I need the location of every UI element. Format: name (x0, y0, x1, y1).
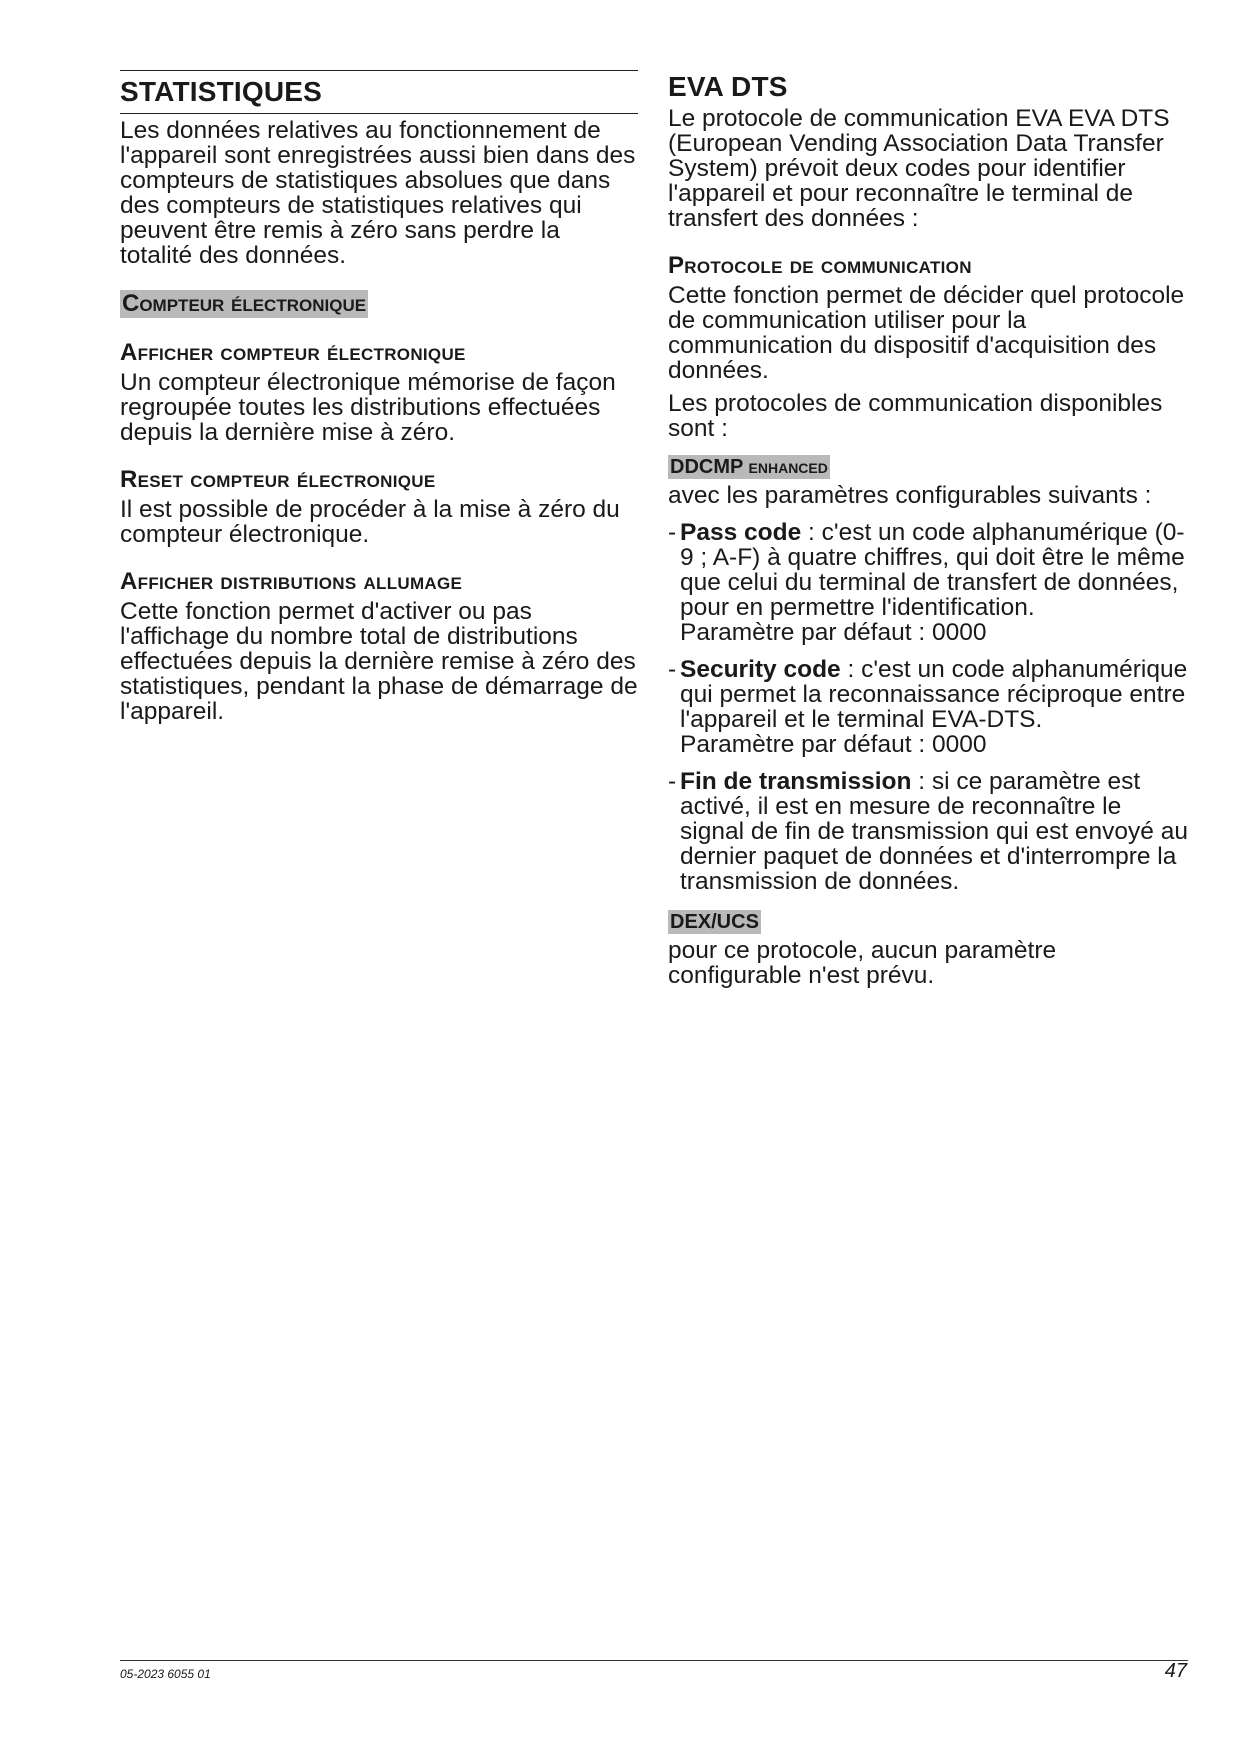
pass-code-label: Pass code (680, 519, 802, 546)
eva-dts-intro: Le protocole de communication EVA EVA DTS (European Vending Association Data Transfer System) prévoit deux codes pour identifier l'appareil et pour reconnaître le terminal de transfert des données : (668, 105, 1170, 232)
footer-divider (120, 1660, 1188, 1661)
subheading-afficher-compteur: Afficher compteur électronique (120, 339, 466, 366)
security-code-label: Security code (680, 656, 841, 683)
afficher-distributions-text: Cette fonction permet d'activer ou pas l'affichage du nombre total de distributions effectuées depuis la dernière remise à zéro des statistiques, pendant la phase de démarrage de l'appareil. (120, 598, 638, 725)
label-ddcmp-enhanced: DDCMP enhanced (670, 456, 828, 478)
afficher-compteur-text: Un compteur électronique mémorise de façon regroupée toutes les distributions effectuées depuis la dernière mise à zéro. (120, 369, 616, 446)
dex-ucs-text: pour ce protocole, aucun paramètre configurable n'est prévu. (668, 937, 1057, 989)
section-title-statistiques: STATISTIQUES (120, 70, 638, 114)
reset-compteur-text: Il est possible de procéder à la mise à zéro du compteur électronique. (120, 496, 620, 548)
list-item-security-code (668, 657, 1188, 757)
security-code-default: Paramètre par défaut : 0000 (680, 731, 987, 758)
label-dex-ucs: DEX/UCS (670, 911, 759, 933)
list-item-pass-code (668, 520, 1188, 645)
pass-code-text: : c'est un code alphanumérique (0-9 ; A-F) à quatre chiffres, qui doit être le même que celui du terminal de transfert de données, pour en permettre l'identification. (680, 519, 1185, 621)
protocole-text-2: Les protocoles de communication disponibles sont : (668, 390, 1163, 442)
statistiques-intro: Les données relatives au fonctionnement de l'appareil sont enregistrées aussi bien dans des compteurs de statistiques absolues que dans des compteurs de statistiques relatives qui peuvent être remis à zéro sans perdre la totalité des données. (120, 117, 636, 269)
protocole-text-1: Cette fonction permet de décider quel protocole de communication utiliser pour la communication du dispositif d'acquisition des données. (668, 282, 1185, 384)
list-item-fin-transmission (668, 769, 1188, 894)
pass-code-default: Paramètre par défaut : 0000 (680, 619, 987, 646)
list-dash: - (668, 768, 677, 795)
fin-transmission-label: Fin de transmission (680, 768, 912, 795)
security-code-text: : c'est un code alphanumérique qui permet la reconnaissance réciproque entre l'appareil et le terminal EVA-DTS. (680, 656, 1188, 733)
ddcmp-intro: avec les paramètres configurables suivants : (668, 482, 1152, 509)
list-dash: - (668, 519, 677, 546)
fin-transmission-text: : si ce paramètre est activé, il est en mesure de reconnaître le signal de fin de transmission qui est envoyé au dernier paquet de données et d'interrompre la transmission de données. (680, 768, 1188, 895)
section-title-eva-dts: EVA DTS (668, 71, 788, 102)
subheading-protocole-communication: Protocole de communication (668, 252, 972, 279)
footer-document-code: 05-2023 6055 01 (120, 1667, 211, 1681)
right-column (668, 70, 1188, 988)
list-dash: - (668, 656, 677, 683)
highlight-compteur-electronique: Compteur électronique (122, 290, 367, 317)
left-column (120, 70, 638, 724)
page-number: 47 (1164, 1660, 1187, 1682)
subheading-reset-compteur: Reset compteur électronique (120, 466, 436, 493)
subheading-afficher-distributions: Afficher distributions allumage (120, 568, 463, 595)
